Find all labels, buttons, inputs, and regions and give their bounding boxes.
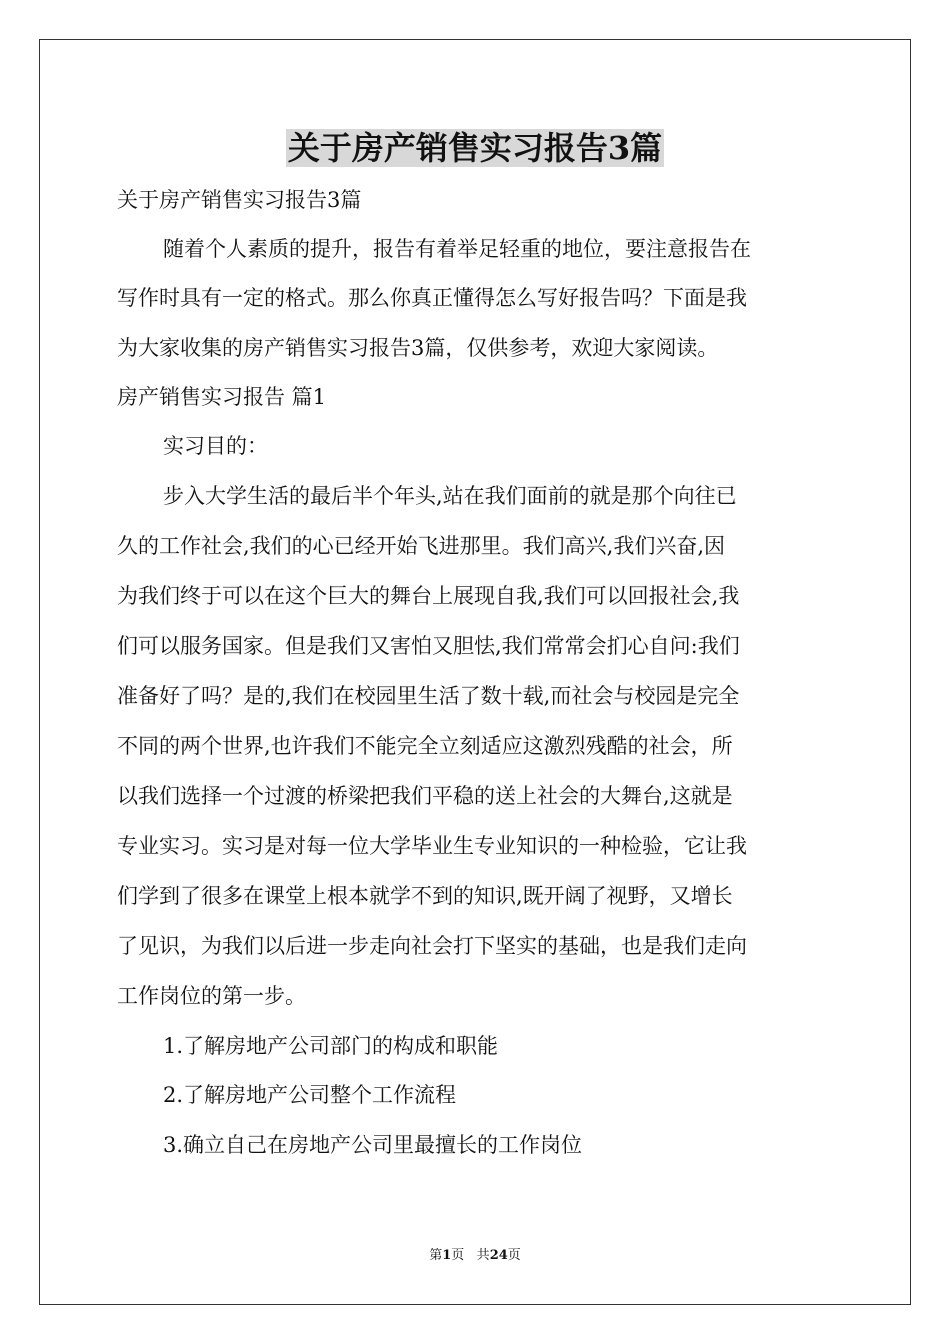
body-line: 准备好了吗？是的,我们在校园里生活了数十载,而社会与校园是完全 — [117, 684, 740, 708]
footer-total-prefix: 共 — [476, 1248, 490, 1263]
page-frame — [39, 39, 911, 1305]
document-title — [0, 126, 950, 170]
page-footer — [0, 1247, 950, 1265]
body-line: 工作岗位的第一步。 — [117, 984, 306, 1008]
body-line: 以我们选择一个过渡的桥梁把我们平稳的送上社会的大舞台,这就是 — [117, 784, 733, 808]
body-line: 为我们终于可以在这个巨大的舞台上展现自我,我们可以回报社会,我 — [117, 584, 740, 608]
list-item: 3.确立自己在房地产公司里最擅长的工作岗位 — [163, 1133, 583, 1157]
current-page-number: 1 — [442, 1248, 452, 1263]
body-line: 们学到了很多在课堂上根本就学不到的知识,既开阔了视野，又增长 — [117, 884, 733, 908]
body-line: 不同的两个世界,也许我们不能完全立刻适应这激烈残酷的社会，所 — [117, 734, 733, 758]
body-line: 们可以服务国家。但是我们又害怕又胆怯,我们常常会扪心自问:我们 — [117, 634, 740, 658]
body-line: 专业实习。实习是对每一位大学毕业生专业知识的一种检验，它让我 — [117, 834, 747, 858]
body-line: 久的工作社会,我们的心已经开始飞进那里。我们高兴,我们兴奋,因 — [117, 534, 726, 558]
intro-line: 为大家收集的房产销售实习报告3篇，仅供参考，欢迎大家阅读。 — [117, 336, 719, 360]
footer-page-suffix: 页 — [451, 1248, 465, 1263]
total-page-count: 24 — [489, 1248, 508, 1263]
intro-line: 写作时具有一定的格式。那么你真正懂得怎么写好报告吗？下面是我 — [117, 286, 747, 310]
footer-total-suffix: 页 — [507, 1248, 521, 1263]
document-title-text: 关于房产销售实习报告3篇 — [287, 129, 663, 167]
purpose-label: 实习目的： — [163, 434, 268, 458]
document-subtitle: 关于房产销售实习报告3篇 — [117, 188, 362, 212]
intro-line: 随着个人素质的提升，报告有着举足轻重的地位，要注意报告在 — [163, 237, 751, 261]
body-line: 了见识，为我们以后进一步走向社会打下坚实的基础，也是我们走向 — [117, 934, 747, 958]
list-item: 2.了解房地产公司整个工作流程 — [163, 1083, 457, 1107]
list-item: 1.了解房地产公司部门的构成和职能 — [163, 1034, 499, 1058]
body-line: 步入大学生活的最后半个年头,站在我们面前的就是那个向往已 — [163, 484, 737, 508]
section-heading: 房产销售实习报告 篇1 — [117, 385, 327, 409]
footer-prefix: 第 — [429, 1248, 443, 1263]
